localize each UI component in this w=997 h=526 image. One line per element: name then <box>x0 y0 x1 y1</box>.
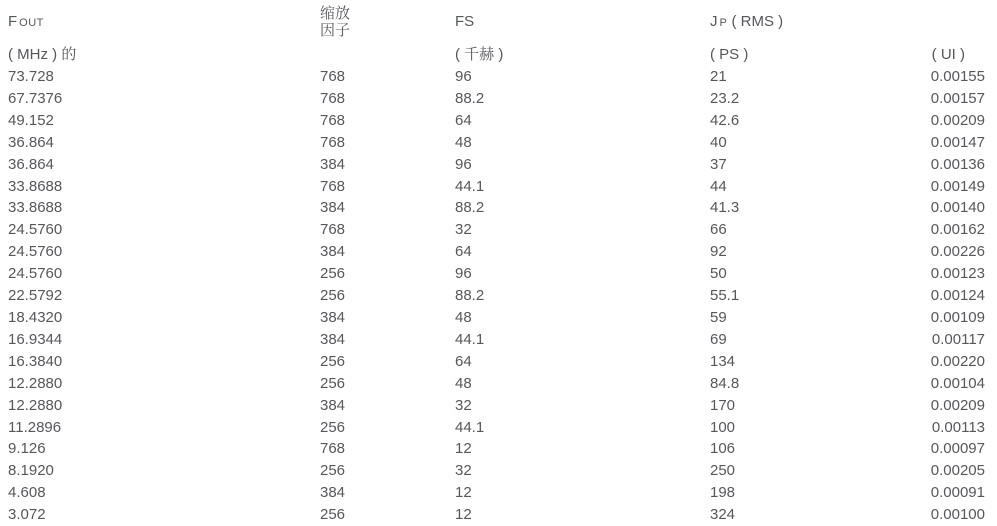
cell-fout: 73.728 <box>8 68 54 85</box>
cell-scale-factor: 768 <box>320 133 346 151</box>
cell-fs: 48 <box>455 133 472 151</box>
cell-scale-factor: 768 <box>320 89 346 107</box>
table-row <box>0 132 997 154</box>
cell-jp-ui: 0.00220 <box>930 352 985 370</box>
cell-jp-ps: 37 <box>710 155 727 173</box>
col-header-scale-factor <box>312 0 447 44</box>
unit-jp-ui: ( UI ) <box>931 46 965 63</box>
cell-fs: 12 <box>455 440 472 458</box>
table-row <box>0 110 997 132</box>
cell-scale-factor: 384 <box>320 243 346 261</box>
cell-jp-ui: 0.00136 <box>930 155 985 173</box>
cell-fout: 4.608 <box>8 484 46 502</box>
table-row <box>0 482 997 504</box>
cell-fs: 96 <box>455 68 472 85</box>
cell-fout: 24.5760 <box>8 265 63 283</box>
cell-fs: 64 <box>455 352 472 370</box>
table-row <box>0 176 997 198</box>
cell-scale-factor: 384 <box>320 396 346 414</box>
cell-scale-factor: 768 <box>320 111 346 129</box>
cell-scale-factor: 384 <box>320 308 346 326</box>
table-row <box>0 395 997 417</box>
cell-jp-ps: 40 <box>710 133 727 151</box>
col-header-fs <box>447 0 702 44</box>
cell-jp-ui: 0.00226 <box>930 243 985 261</box>
cell-fs: 64 <box>455 111 472 129</box>
col-header-fout <box>0 0 312 44</box>
cell-jp-ui: 0.00147 <box>930 133 985 151</box>
cell-fout: 22.5792 <box>8 287 63 305</box>
cell-scale-factor: 256 <box>320 352 346 370</box>
cell-jp-ps: 66 <box>710 221 727 239</box>
cell-jp-ps: 324 <box>710 506 736 524</box>
unit-fout: ( MHz ) 的 <box>8 46 77 63</box>
cell-fout: 12.2880 <box>8 396 63 414</box>
cell-fs: 32 <box>455 462 472 480</box>
cell-jp-ps: 100 <box>710 418 736 436</box>
table-row <box>0 263 997 285</box>
cell-jp-ps: 41.3 <box>710 199 740 217</box>
table-row <box>0 351 997 373</box>
table-header <box>0 0 997 66</box>
cell-jp-ui: 0.00162 <box>930 221 985 239</box>
cell-fs: 44.1 <box>455 418 485 436</box>
cell-fs: 88.2 <box>455 199 485 217</box>
cell-scale-factor: 256 <box>320 462 346 480</box>
cell-fout: 8.1920 <box>8 462 54 480</box>
cell-jp-ps: 69 <box>710 330 727 348</box>
table-row <box>0 66 997 88</box>
unit-jp-ps: ( PS ) <box>710 46 749 63</box>
cell-fout: 16.3840 <box>8 352 63 370</box>
cell-fout: 3.072 <box>8 506 46 524</box>
table-row <box>0 285 997 307</box>
cell-jp-ui: 0.00117 <box>931 330 985 348</box>
cell-scale-factor: 384 <box>320 330 346 348</box>
cell-fs: 96 <box>455 155 472 173</box>
cell-jp-ps: 50 <box>710 265 727 283</box>
table-body <box>0 66 997 526</box>
cell-jp-ui: 0.00123 <box>930 265 985 283</box>
cell-fout: 33.8688 <box>8 177 63 195</box>
cell-fs: 32 <box>455 396 472 414</box>
cell-fs: 32 <box>455 221 472 239</box>
cell-scale-factor: 256 <box>320 374 346 392</box>
table-row <box>0 88 997 110</box>
table-row <box>0 460 997 482</box>
jp-rms-suffix: ( RMS ) <box>731 12 784 30</box>
cell-jp-ui: 0.00104 <box>930 374 985 392</box>
cell-scale-factor: 256 <box>320 287 346 305</box>
cell-jp-ui: 0.00149 <box>930 177 985 195</box>
cell-jp-ui: 0.00209 <box>930 396 985 414</box>
cell-jp-ui: 0.00205 <box>930 462 985 480</box>
cell-jp-ps: 250 <box>710 462 736 480</box>
header-unit-row <box>0 44 997 66</box>
table-row <box>0 154 997 176</box>
fout-subscript: OUT <box>19 16 44 29</box>
cell-scale-factor: 768 <box>320 68 346 85</box>
cell-fs: 12 <box>455 484 472 502</box>
fout-symbol: F <box>8 12 18 30</box>
scale-factor-line1: 缩放 <box>320 5 351 22</box>
cell-fs: 64 <box>455 243 472 261</box>
table-row <box>0 219 997 241</box>
cell-jp-ui: 0.00097 <box>930 440 985 458</box>
cell-fout: 36.864 <box>8 155 54 173</box>
table-row <box>0 417 997 439</box>
cell-scale-factor: 256 <box>320 418 346 436</box>
cell-fout: 11.2896 <box>8 418 62 436</box>
table-row <box>0 504 997 526</box>
table-row <box>0 438 997 460</box>
cell-scale-factor: 256 <box>320 265 346 283</box>
cell-fs: 88.2 <box>455 89 485 107</box>
unit-fs: ( 千赫 ) <box>455 46 504 63</box>
scale-factor-line2: 因子 <box>320 22 351 39</box>
cell-jp-ps: 21 <box>710 68 727 85</box>
cell-fs: 88.2 <box>455 287 485 305</box>
col-header-jp-rms <box>702 0 920 44</box>
cell-scale-factor: 384 <box>320 484 346 502</box>
table-row <box>0 329 997 351</box>
cell-scale-factor: 768 <box>320 440 346 458</box>
cell-fout: 24.5760 <box>8 221 63 239</box>
cell-jp-ps: 23.2 <box>710 89 740 107</box>
table-row <box>0 373 997 395</box>
cell-fs: 96 <box>455 265 472 283</box>
cell-scale-factor: 768 <box>320 177 346 195</box>
cell-fs: 12 <box>455 506 472 524</box>
cell-fs: 44.1 <box>455 177 485 195</box>
cell-jp-ui: 0.00209 <box>930 111 985 129</box>
cell-jp-ui: 0.00124 <box>930 287 985 305</box>
cell-scale-factor: 768 <box>320 221 346 239</box>
cell-jp-ui: 0.00113 <box>931 418 985 436</box>
cell-fout: 33.8688 <box>8 199 63 217</box>
cell-jp-ps: 59 <box>710 308 727 326</box>
cell-fs: 48 <box>455 374 472 392</box>
cell-fout: 24.5760 <box>8 243 63 261</box>
cell-jp-ui: 0.00109 <box>930 308 985 326</box>
cell-jp-ps: 92 <box>710 243 727 261</box>
fs-symbol: FS <box>455 13 475 30</box>
cell-jp-ps: 55.1 <box>710 287 740 305</box>
cell-jp-ps: 170 <box>710 396 736 414</box>
cell-fs: 44.1 <box>455 330 485 348</box>
cell-jp-ps: 134 <box>710 352 736 370</box>
cell-jp-ps: 42.6 <box>710 111 740 129</box>
table-row <box>0 307 997 329</box>
cell-jp-ps: 106 <box>710 440 736 458</box>
table-row <box>0 197 997 219</box>
cell-jp-ui: 0.00091 <box>930 484 985 502</box>
cell-jp-ui: 0.00157 <box>930 89 985 107</box>
cell-fout: 12.2880 <box>8 374 63 392</box>
jp-subscript: P <box>719 16 728 29</box>
cell-fout: 67.7376 <box>8 89 63 107</box>
header-symbol-row <box>0 0 997 44</box>
col-header-ui-spacer <box>920 0 997 44</box>
cell-jp-ps: 198 <box>710 484 736 502</box>
unit-scale-factor <box>312 44 447 66</box>
jp-symbol: J <box>710 12 718 30</box>
cell-scale-factor: 384 <box>320 199 346 217</box>
table-row <box>0 241 997 263</box>
cell-fout: 16.9344 <box>8 330 63 348</box>
cell-fout: 36.864 <box>8 133 54 151</box>
cell-fout: 49.152 <box>8 111 54 129</box>
cell-fout: 18.4320 <box>8 308 63 326</box>
cell-scale-factor: 256 <box>320 506 346 524</box>
cell-fout: 9.126 <box>8 440 46 458</box>
cell-jp-ps: 84.8 <box>710 374 740 392</box>
cell-jp-ui: 0.00100 <box>930 506 985 524</box>
cell-jp-ui: 0.00140 <box>930 199 985 217</box>
cell-jp-ps: 44 <box>710 177 727 195</box>
cell-fs: 48 <box>455 308 472 326</box>
cell-jp-ui: 0.00155 <box>930 68 985 85</box>
cell-scale-factor: 384 <box>320 155 346 173</box>
